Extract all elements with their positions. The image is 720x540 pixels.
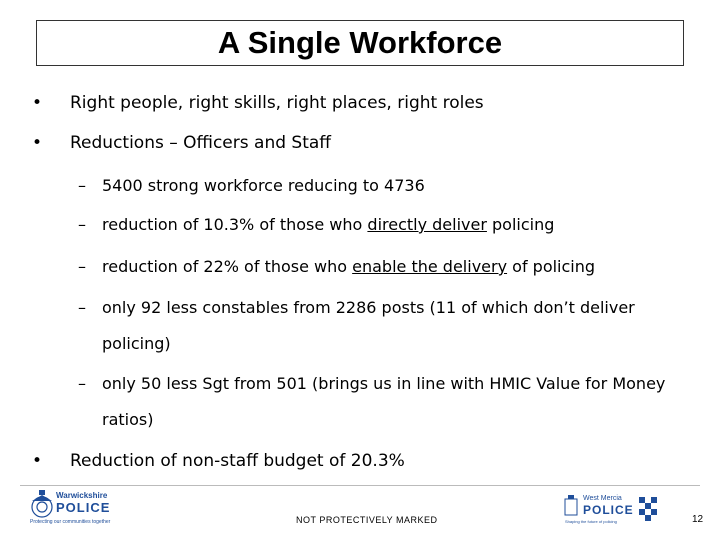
logo-name-line1: Warwickshire xyxy=(56,491,108,500)
bullet-text: Reductions – Officers and Staff xyxy=(70,133,331,153)
bullet-item xyxy=(32,451,405,471)
bullet-marker: • xyxy=(32,451,43,471)
subitem-text-line1: only 92 less constables from 2286 posts (11 of which don’t deliver xyxy=(102,298,635,317)
bullet-text: Reduction of non-staff budget of 20.3% xyxy=(70,451,405,471)
slide-title: A Single Workforce xyxy=(217,25,503,60)
subitem-marker: – xyxy=(78,298,86,317)
logo-name-line2: POLICE xyxy=(56,500,111,515)
logo-name-line2: POLICE xyxy=(583,503,634,517)
logo-name-line1: West Mercia xyxy=(583,495,622,502)
logo-tagline: Shaping the future of policing xyxy=(565,519,617,524)
subitem-text xyxy=(102,215,554,234)
logo-tagline: Protecting our communities together xyxy=(30,519,111,525)
title-box xyxy=(36,20,684,66)
bullet-item xyxy=(32,133,331,153)
subitem-marker: – xyxy=(78,374,86,393)
text-part: reduction of 22% of those who xyxy=(102,257,353,276)
subitem-text xyxy=(102,257,595,276)
subitem-marker: – xyxy=(78,215,86,234)
underlined-text: directly deliver xyxy=(367,215,487,234)
text-part: policing xyxy=(486,215,555,234)
bullet-text: Right people, right skills, right places, right roles xyxy=(70,93,484,113)
subitem-marker: – xyxy=(78,257,86,276)
footer-divider xyxy=(20,485,700,486)
warwickshire-police-logo xyxy=(26,487,118,527)
west-mercia-police-logo xyxy=(563,493,663,527)
page-number: 12 xyxy=(692,514,704,525)
classification-label: NOT PROTECTIVELY MARKED xyxy=(296,515,438,525)
bullet-item xyxy=(32,93,484,113)
subitem-marker: – xyxy=(78,176,86,195)
subitem-text-line1: only 50 less Sgt from 501 (brings us in line with HMIC Value for Money xyxy=(102,374,666,393)
subitem-text: 5400 strong workforce reducing to 4736 xyxy=(102,176,425,195)
subitem-text-line2: ratios) xyxy=(102,410,154,429)
underlined-text: enable the delivery xyxy=(352,257,508,276)
text-part: reduction of 10.3% of those who xyxy=(102,215,368,234)
bullet-marker: • xyxy=(32,93,43,113)
text-part: of policing xyxy=(507,257,596,276)
bullet-marker: • xyxy=(32,133,43,153)
subitem-text-line2: policing) xyxy=(102,334,171,353)
